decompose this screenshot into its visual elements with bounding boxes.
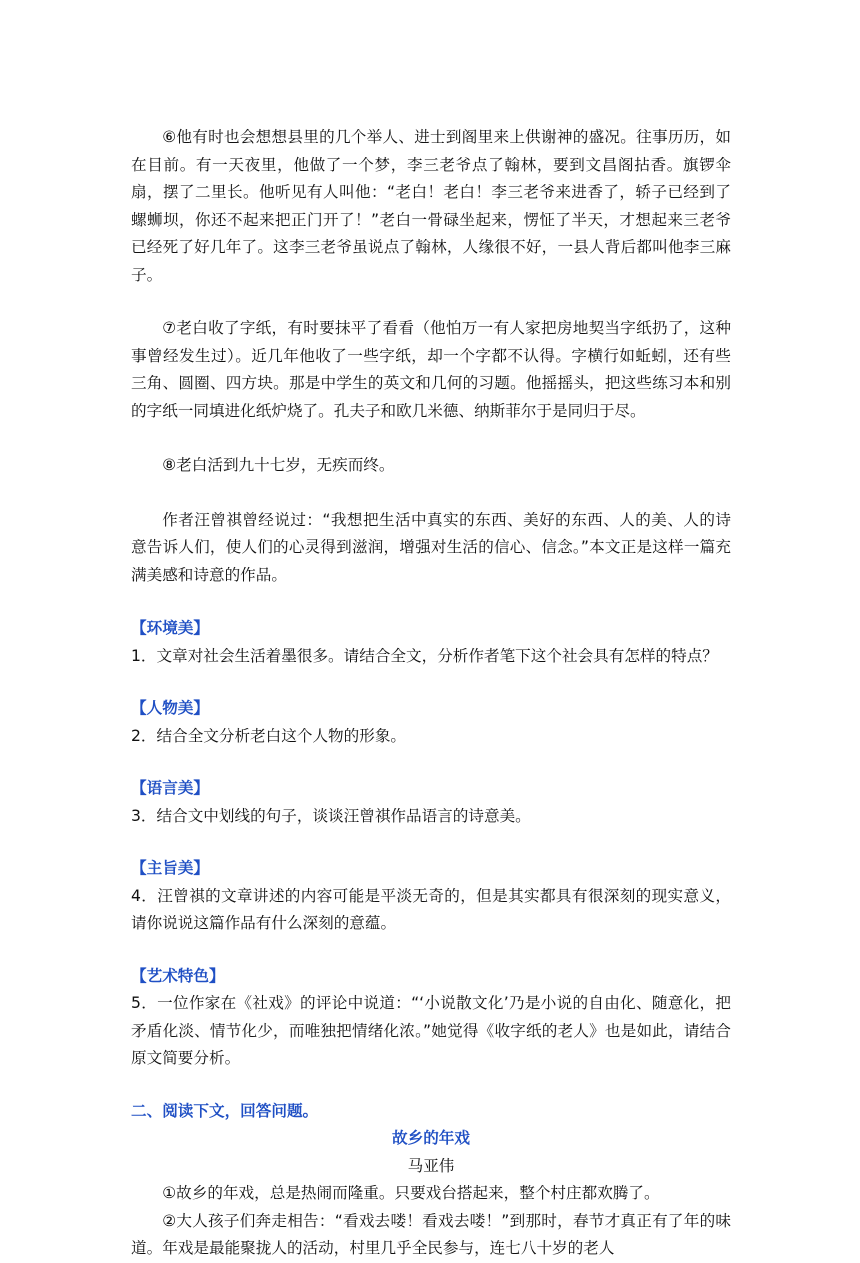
question-5: 5．一位作家在《社戏》的评论中说道：“‘小说散文化’乃是小说的自由化、随意化，把矛盾化淡、情节化少，而唯独把情绪化浓。”她觉得《收字纸的老人》也是如此，请结合原文简要分析。 — [131, 994, 731, 1067]
article-paragraph-2: ②大人孩子们奔走相告：“看戏去喽！看戏去喽！”到那时，春节才真正有了年的味道。年戏是最能聚拢人的活动，村里几乎全民参与，连七八十岁的老人 — [131, 1211, 731, 1257]
question-1: 1．文章对社会生活着墨很多。请结合全文，分析作者笔下这个社会具有怎样的特点？ — [131, 646, 718, 665]
question-2: 2．结合全文分析老白这个人物的形象。 — [131, 726, 407, 745]
section-heading-environment: 【环境美】 — [131, 619, 209, 637]
question-3: 3．结合文中划线的句子，谈谈汪曾祺作品语言的诗意美。 — [131, 806, 531, 825]
article-title: 故乡的年戏 — [392, 1129, 470, 1147]
question-4: 4．汪曾祺的文章讲述的内容可能是平淡无奇的，但是其实都具有很深刻的现实意义，请你说说这篇作品有什么深刻的意蕴。 — [131, 886, 731, 932]
part2-heading: 二、阅读下文，回答问题。 — [131, 1101, 319, 1120]
section-heading-art: 【艺术特色】 — [131, 966, 225, 985]
paragraph-7: ⑦老白收了字纸，有时要抹平了看看（他怕万一有人家把房地契当字纸扔了，这种事曾经发生过）。近几年他收了一些字纸，却一个字都不认得。字横行如蚯蚓，还有些三角、圆圈、四方块。那是中学生的英文和几何的习题。他摇摇头，把这些练习本和别的字纸一同填进化纸炉烧了。孔夫子和欧几米德、纳斯菲尔于是同归于尽。 — [131, 319, 731, 420]
author-quote-paragraph: 作者汪曾祺曾经说过：“我想把生活中真实的东西、美好的东西、人的美、人的诗意告诉人们，使人们的心灵得到滋润，增强对生活的信心、信念。”本文正是这样一篇充满美感和诗意的作品。 — [131, 510, 731, 584]
paragraph-6: ⑥他有时也会想想县里的几个举人、进士到阁里来上供谢神的盛况。往事历历，如在目前。有一天夜里，他做了一个梦，李三老爷点了翰林，要到文昌阁拈香。旗锣伞扇，摆了二里长。他听见有人叫他：“老白！老白！李三老爷来进香了，轿子已经到了螺蛳坝，你还不起来把正门开了！”老白一骨碌坐起来，愣怔了半天，才想起来三老爷已经死了好几年了。这李三老爷虽说点了翰林，人缘很不好，一县人背后都叫他李三麻子。 — [131, 128, 731, 284]
document-page — [131, 124, 731, 1263]
section-heading-character: 【人物美】 — [131, 699, 209, 717]
section-heading-language: 【语言美】 — [131, 779, 209, 797]
article-author: 马亚伟 — [407, 1156, 455, 1175]
paragraph-8: ⑧老白活到九十七岁，无疾而终。 — [162, 456, 395, 474]
section-heading-theme: 【主旨美】 — [131, 859, 209, 877]
article-paragraph-1: ①故乡的年戏，总是热闹而隆重。只要戏台搭起来，整个村庄都欢腾了。 — [162, 1184, 660, 1202]
